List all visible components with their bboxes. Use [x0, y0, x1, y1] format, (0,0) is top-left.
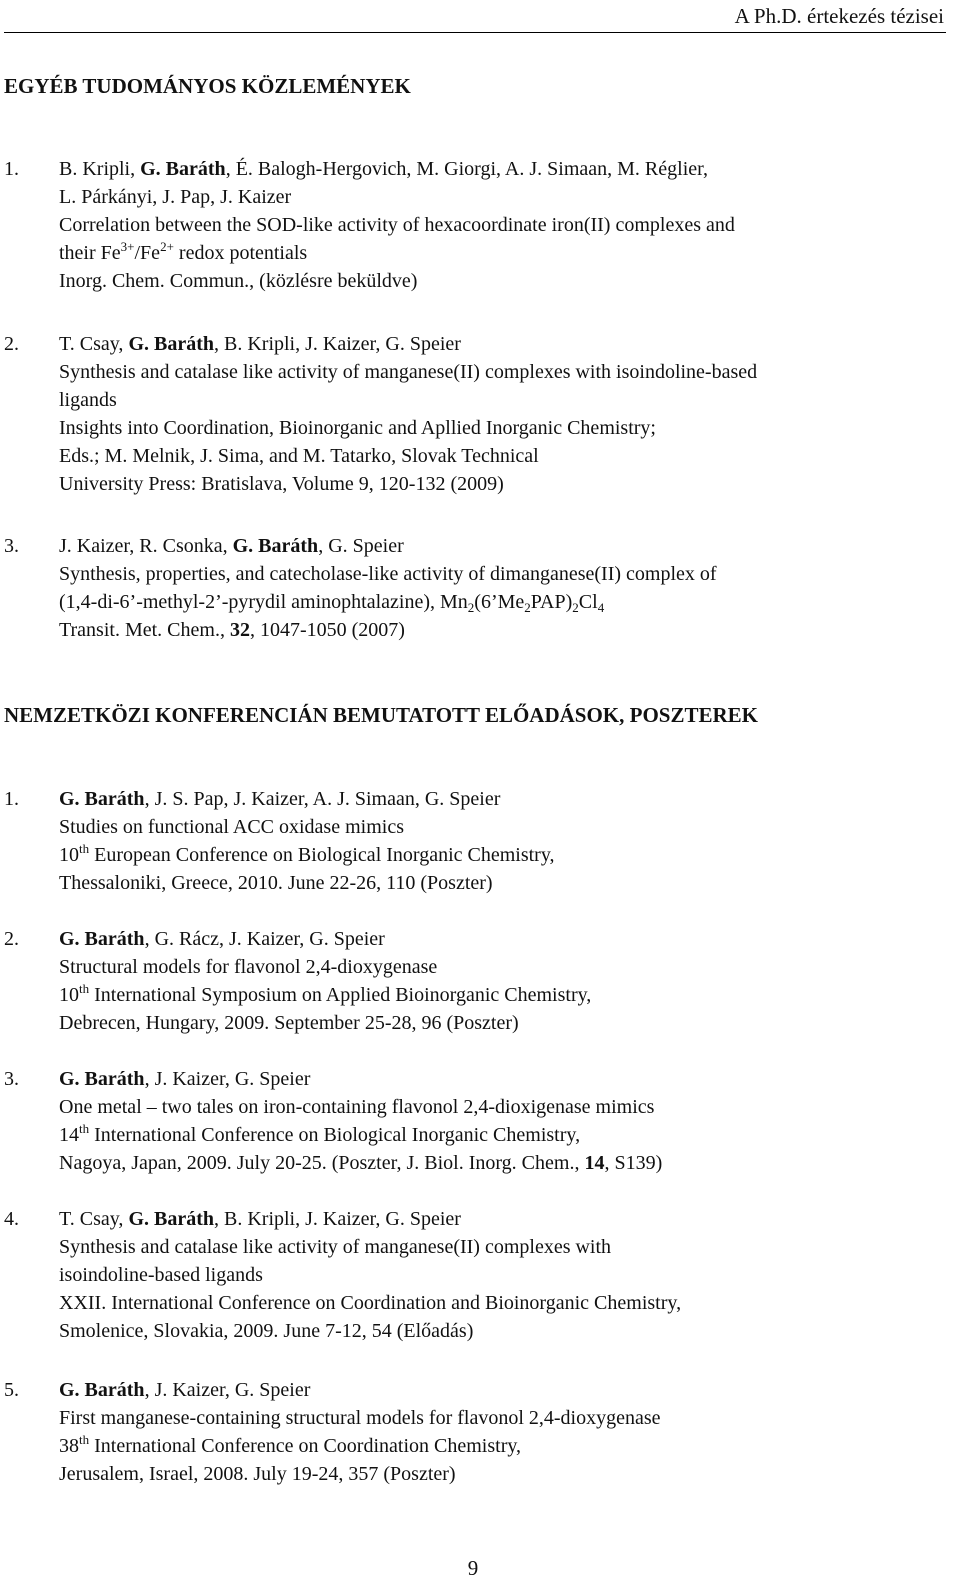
item-authors: T. Csay, G. Baráth, B. Kripli, J. Kaizer, G. Speier: [59, 333, 461, 355]
item-title: First manganese-containing structural models for flavonol 2,4-dioxygenase: [59, 1407, 661, 1429]
item-title-cont: ligands: [59, 389, 117, 411]
item-conference: XXII. International Conference on Coordination and Bioinorganic Chemistry,: [59, 1292, 682, 1314]
item-number: 1.: [4, 158, 19, 180]
item-journal-cont: University Press: Bratislava, Volume 9, 120-132 (2009): [59, 473, 504, 495]
item-title: Synthesis and catalase like activity of manganese(II) complexes with: [59, 1236, 612, 1258]
section-title-publications: EGYÉB TUDOMÁNYOS KÖZLEMÉNYEK: [4, 74, 411, 98]
item-number: 4.: [4, 1208, 19, 1230]
item-title: One metal – two tales on iron-containing flavonol 2,4-dioxigenase mimics: [59, 1096, 655, 1118]
item-journal-cont: Eds.; M. Melnik, J. Sima, and M. Tatarko, Slovak Technical: [59, 445, 539, 467]
page-number: 9: [467, 1556, 479, 1580]
item-body: [59, 1065, 662, 1177]
item-conference: 38th International Conference on Coordination Chemistry,: [59, 1432, 522, 1457]
item-body: [59, 330, 757, 498]
item-title: Studies on functional ACC oxidase mimics: [59, 816, 404, 838]
item-authors: G. Baráth, J. Kaizer, G. Speier: [59, 1068, 311, 1090]
item-conference: 10th International Symposium on Applied Bioinorganic Chemistry,: [59, 981, 592, 1006]
item-authors-cont: L. Párkányi, J. Pap, J. Kaizer: [59, 186, 292, 208]
item-title-cont: (1,4-di-6’-methyl-2’-pyrydil aminophtalazine), $Mn_2(6’Me_2PAP)_2Cl_4$: [59, 591, 605, 615]
item-title: Synthesis and catalase like activity of manganese(II) complexes with isoindoline-based: [59, 361, 758, 383]
item-number: 3.: [4, 1068, 19, 1090]
item-authors: J. Kaizer, R. Csonka, G. Baráth, G. Speier: [59, 535, 404, 557]
item-authors: T. Csay, G. Baráth, B. Kripli, J. Kaizer, G. Speier: [59, 1208, 461, 1230]
item-journal: Inorg. Chem. Commun., (közlésre beküldve): [59, 270, 418, 292]
item-title: Correlation between the SOD-like activity of hexacoordinate iron(II) complexes and: [59, 214, 735, 236]
item-number: 2.: [4, 928, 19, 950]
item-number: 1.: [4, 788, 19, 810]
item-authors: B. Kripli, G. Baráth, É. Balogh-Hergovich, M. Giorgi, A. J. Simaan, M. Réglier,: [59, 158, 708, 180]
item-body: [59, 1376, 661, 1488]
item-place: Jerusalem, Israel, 2008. July 19-24, 357 (Poszter): [59, 1463, 456, 1485]
item-title-cont: isoindoline-based ligands: [59, 1264, 263, 1286]
item-place: Nagoya, Japan, 2009. July 20-25. (Poszter, J. Biol. Inorg. Chem., 14, S139): [59, 1152, 663, 1174]
header-divider: [4, 32, 946, 33]
item-number: 5.: [4, 1379, 19, 1401]
item-authors: G. Baráth, J. Kaizer, G. Speier: [59, 1379, 311, 1401]
item-body: [59, 925, 591, 1037]
section-title-conferences: NEMZETKÖZI KONFERENCIÁN BEMUTATOTT ELŐADÁSOK, POSZTEREK: [4, 703, 759, 727]
item-title-cont: their $Fe^{3+}/Fe^{2+}$ redox potentials: [59, 239, 308, 264]
item-journal: Insights into Coordination, Bioinorganic and Apllied Inorganic Chemistry;: [59, 417, 656, 439]
item-place: Debrecen, Hungary, 2009. September 25-28, 96 (Poszter): [59, 1012, 519, 1034]
item-title: Synthesis, properties, and catecholase-like activity of dimanganese(II) complex of: [59, 563, 717, 585]
item-number: 3.: [4, 535, 19, 557]
item-body: [59, 1205, 681, 1345]
item-body: [59, 532, 717, 644]
item-authors: G. Baráth, J. S. Pap, J. Kaizer, A. J. Simaan, G. Speier: [59, 788, 501, 810]
item-number: 2.: [4, 333, 19, 355]
item-body: [59, 785, 555, 897]
item-authors: G. Baráth, G. Rácz, J. Kaizer, G. Speier: [59, 928, 385, 950]
item-place: Smolenice, Slovakia, 2009. June 7-12, 54 (Előadás): [59, 1320, 474, 1342]
header-title: A Ph.D. értekezés tézisei: [734, 4, 944, 28]
item-journal: Transit. Met. Chem., 32, 1047-1050 (2007): [59, 619, 405, 641]
item-title: Structural models for flavonol 2,4-dioxygenase: [59, 956, 438, 978]
item-conference: 10th European Conference on Biological Inorganic Chemistry,: [59, 841, 555, 866]
item-body: [59, 155, 735, 295]
item-conference: 14th International Conference on Biological Inorganic Chemistry,: [59, 1121, 581, 1146]
item-place: Thessaloniki, Greece, 2010. June 22-26, 110 (Poszter): [59, 872, 493, 894]
